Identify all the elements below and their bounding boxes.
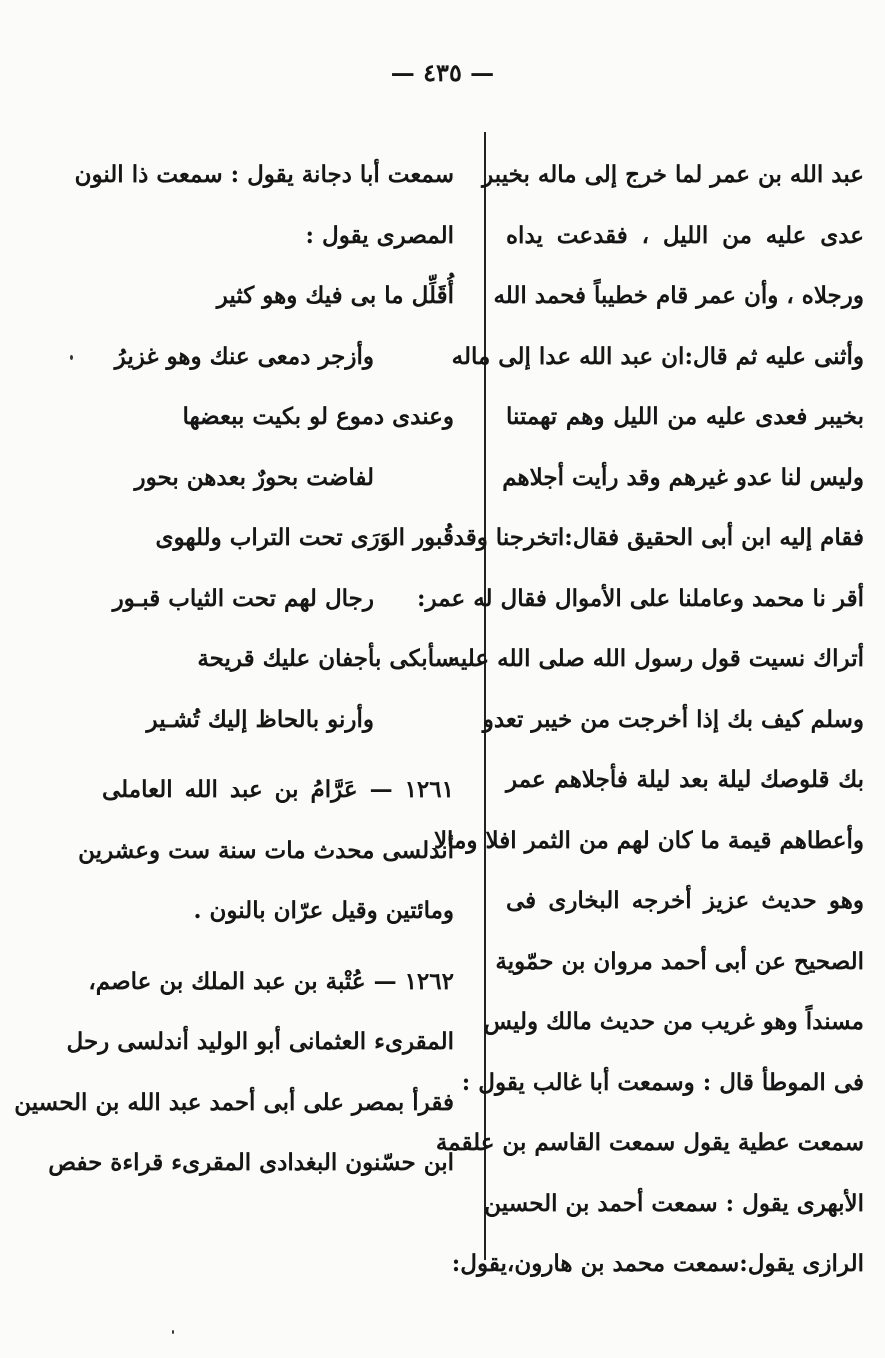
text-line: عدى عليه من الليل ، فقدعت يداه xyxy=(506,221,864,249)
text-line: الأبهرى يقول : سمعت أحمد بن الحسين xyxy=(484,1189,864,1217)
text-line: وسلم كيف بك إذا أخرجت من خيبر تعدو xyxy=(482,705,864,733)
entry-1262-heading: ١٢٦٢ — عُتْبة بن عبد الملك بن عاصم، xyxy=(88,967,454,995)
entry-1261-heading: ١٢٦١ — عَرَّامُ بن عبد الله العاملى xyxy=(102,776,454,803)
poem-verse-first-half: قُبور الوَرَى تحت التراب وللهوى xyxy=(155,524,454,551)
intro-line: المصرى يقول : xyxy=(305,221,454,249)
entry-1262-line: المقرىء العثمانى أبو الوليد أندلسى رحل xyxy=(66,1028,454,1055)
text-line: الرازى يقول:سمعت محمد بن هارون،يقول: xyxy=(451,1250,864,1277)
left-column xyxy=(14,145,454,1194)
text-line: فقام إليه ابن أبى الحقيق فقال:اتخرجنا وقد xyxy=(453,524,864,551)
entry-1262-line: ابن حسّنون البغدادى المقرىء قراءة حفص xyxy=(48,1149,454,1176)
entry-1261-line: ومائتين وقيل عرّان بالنون . xyxy=(193,897,454,924)
entry-1261-line: أندلسى محدث مات سنة ست وعشرين xyxy=(78,836,454,864)
text-line: فى الموطأ قال : وسمعت أبا غالب يقول : xyxy=(461,1068,864,1096)
entry-spacer xyxy=(102,942,454,952)
text-line: ورجلاه ، وأن عمر قام خطيباً فحمد الله xyxy=(493,282,864,309)
right-column xyxy=(416,145,864,1295)
text-line: أقر نا محمد وعاملنا على الأموال فقال له عمر: xyxy=(416,584,864,612)
entry-spacer xyxy=(102,750,454,760)
text-line: الصحيح عن أبى أحمد مروان بن حمّوية xyxy=(495,947,864,975)
text-line: وهو حديث عزيز أخرجه البخارى فى xyxy=(506,887,864,914)
poem-verse-first-half: أُقَلِّل ما بى فيك وهو كثير xyxy=(216,282,454,309)
entry-1262-line: فقرأ بمصر على أبى أحمد عبد الله بن الحسين xyxy=(14,1088,454,1116)
text-line: أتراك نسيت قول رسول الله صلى الله عليه xyxy=(448,645,864,672)
poem-verse-second-half: وأرنو بالحاظ إليك تُشـير xyxy=(146,705,374,733)
text-line: سمعت عطية يقول سمعت القاسم بن علقمة xyxy=(435,1129,864,1156)
intro-line: سمعت أبا دجانة يقول : سمعت ذا النون xyxy=(74,161,454,188)
poem-verse-second-half: رجال لهم تحت الثياب قبـور xyxy=(112,584,374,612)
text-line: بك قلوصك ليلة بعد ليلة فأجلاهم عمر xyxy=(506,766,864,793)
text-line: عبد الله بن عمر لما خرج إلى ماله بخيبر xyxy=(482,161,864,188)
text-line: مسنداً وهو غريب من حديث مالك وليس xyxy=(483,1008,864,1035)
poem-verse-first-half: وعندى دموع لو بكيت ببعضها xyxy=(182,403,454,430)
text-line: وأثنى عليه ثم قال:ان عبد الله عدا إلى ماله xyxy=(451,342,864,370)
text-line: بخيبر فعدى عليه من الليل وهم تهمتنا xyxy=(506,403,864,430)
ink-speck xyxy=(70,355,73,360)
poem-verse-second-half: وأزجر دمعى عنك وهو غزيرُ xyxy=(114,342,374,370)
ink-speck xyxy=(172,1330,174,1334)
poem-verse-second-half: لفاضت بحورٌ بعدهن بحور xyxy=(134,463,374,491)
poem-verse-first-half: سأبكى بأجفان عليك قريحة xyxy=(197,645,454,672)
text-line: وليس لنا عدو غيرهم وقد رأيت أجلاهم xyxy=(502,463,864,491)
page-number: — ٤٣٥ — xyxy=(390,58,495,87)
text-line: وأعطاهم قيمة ما كان لهم من الثمر افلا ومالا xyxy=(433,826,864,854)
